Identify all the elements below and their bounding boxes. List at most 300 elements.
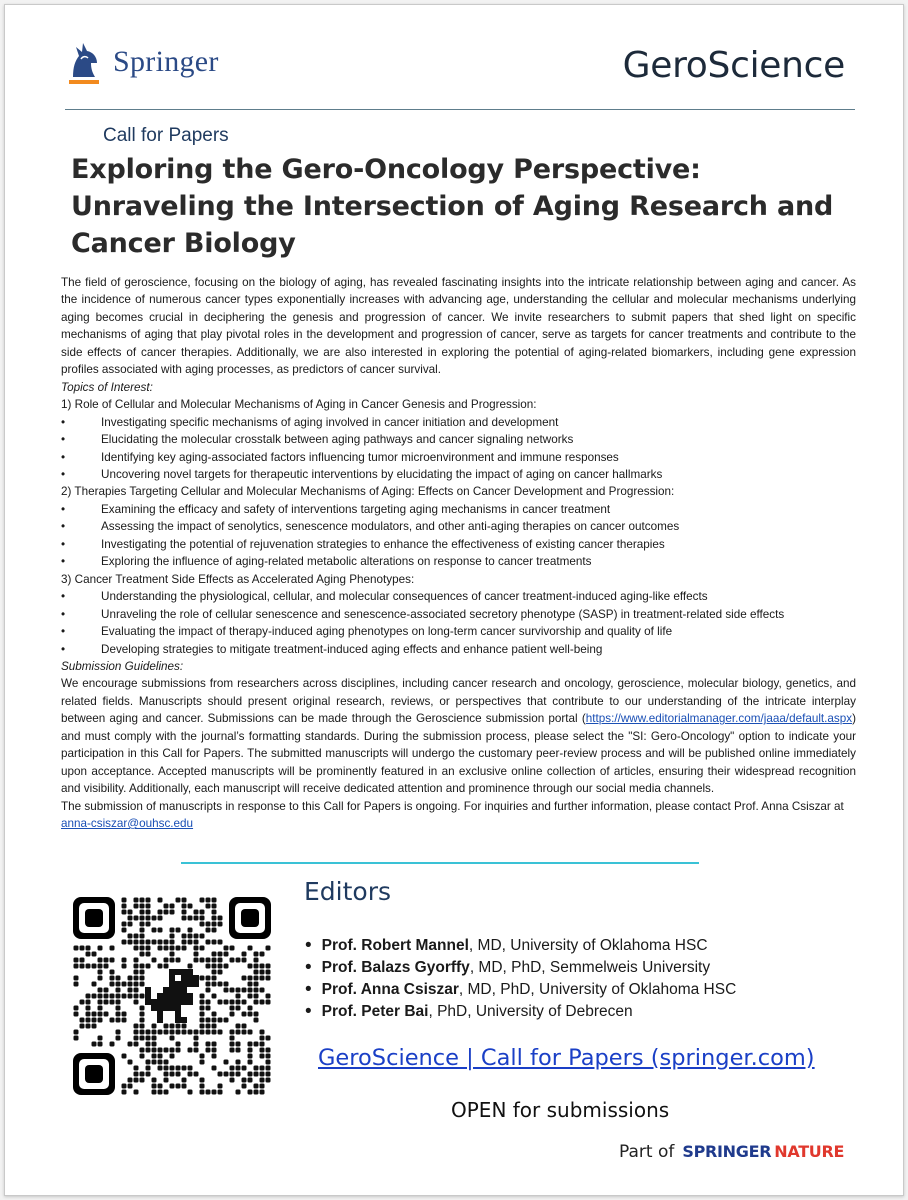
qr-module: [86, 946, 91, 951]
qr-module: [170, 1084, 175, 1089]
qr-module: [260, 1048, 265, 1053]
submission-text: We encourage submissions from researchers across disciplines, including cancer research and oncology, geroscience, molecular biology, genetics, and related fields. Manuscripts should present original research, reviews, or perspectives that contribute to our understanding of the intricate interplay between aging and cancer. Submissions can be made through the Geroscience submission portal (: [61, 677, 856, 726]
qr-module: [140, 946, 145, 951]
qr-module: [92, 982, 97, 987]
qr-module: [140, 1024, 145, 1029]
qr-module: [266, 946, 271, 951]
qr-module: [230, 1078, 235, 1083]
qr-module: [122, 1018, 127, 1023]
bullet-icon: •: [305, 1001, 312, 1022]
qr-module: [176, 1030, 181, 1035]
topic-heading: 3) Cancer Treatment Side Effects as Accelerated Aging Phenotypes:: [61, 572, 415, 586]
qr-module: [128, 1042, 133, 1047]
qr-module: [98, 1012, 103, 1017]
qr-module: [158, 1030, 163, 1035]
qr-module: [122, 904, 127, 909]
qr-module: [152, 1030, 157, 1035]
qr-module: [140, 1018, 145, 1023]
qr-module: [236, 1048, 241, 1053]
qr-module: [170, 940, 175, 945]
qr-module: [170, 1030, 175, 1035]
qr-module: [200, 898, 205, 903]
bullet-icon: •: [61, 555, 66, 569]
qr-module: [80, 1000, 85, 1005]
qr-module: [200, 1030, 205, 1035]
qr-module: [194, 952, 199, 957]
qr-dino-pixel: [169, 969, 175, 975]
qr-dino-pixel: [181, 993, 187, 999]
qr-dino-pixel: [169, 981, 175, 987]
qr-module: [170, 1072, 175, 1077]
qr-module: [158, 1066, 163, 1071]
qr-module: [140, 916, 145, 921]
body-content: [61, 274, 856, 833]
intro-paragraph: The field of geroscience, focusing on the biology of aging, has revealed fascinating insights into the intricate relationship between aging and cancer. As the incidence of numerous cancer types exponentially increases with advancing age, understanding the cellular and molecular mechanisms underlying aging becomes crucial in deciphering the genesis and progression of cancer. We invite researchers to submit papers that shed light on specific mechanisms of aging that play pivotal roles in the development and progression of cancer, serve as targets for cancer treatments and contribute to the side effects of cancer therapies. Additionally, we are also interested in exploring the potential of aging-related biomarkers, including gene expression profiles associated with aging processes, as predictors of cancer survival.: [61, 276, 856, 377]
qr-module: [260, 1072, 265, 1077]
qr-module: [206, 1042, 211, 1047]
qr-module: [128, 922, 133, 927]
qr-module: [134, 1036, 139, 1041]
call-for-papers-label: Call for Papers: [103, 125, 229, 146]
qr-module: [74, 958, 79, 963]
list-item-text: Exploring the influence of aging-related metabolic alterations on response to cancer treatments: [101, 555, 592, 569]
qr-module: [110, 976, 115, 981]
editors-heading: Editors: [304, 877, 392, 906]
qr-module: [200, 1078, 205, 1083]
qr-module: [248, 1030, 253, 1035]
qr-module: [200, 1060, 205, 1065]
qr-module: [134, 1042, 139, 1047]
list-item-text: Evaluating the impact of therapy-induced aging phenotypes on long-term cancer survivorship and quality of life: [101, 625, 673, 639]
qr-module: [200, 976, 205, 981]
qr-module: [248, 1060, 253, 1065]
qr-module: [110, 1018, 115, 1023]
qr-module: [212, 1054, 217, 1059]
qr-module: [242, 988, 247, 993]
qr-module: [188, 940, 193, 945]
qr-dino-pixel: [163, 999, 169, 1005]
qr-module: [212, 1024, 217, 1029]
qr-module: [182, 1030, 187, 1035]
qr-module: [86, 1018, 91, 1023]
qr-dino-pixel: [157, 999, 163, 1005]
qr-module: [92, 964, 97, 969]
open-status-text: OPEN for submissions: [451, 1098, 670, 1122]
qr-dino-pixel: [193, 975, 199, 981]
bullet-icon: •: [305, 957, 312, 978]
qr-module: [164, 904, 169, 909]
list-item: [61, 414, 856, 431]
qr-module: [248, 1048, 253, 1053]
qr-module: [164, 1078, 169, 1083]
qr-module: [140, 1072, 145, 1077]
qr-module: [182, 946, 187, 951]
qr-dino-pixel: [181, 981, 187, 987]
qr-module: [152, 1036, 157, 1041]
page-title: [71, 151, 871, 262]
qr-module: [200, 1084, 205, 1089]
qr-module: [74, 1006, 79, 1011]
qr-dino-pixel: [151, 1005, 157, 1011]
qr-module: [194, 946, 199, 951]
qr-module: [212, 904, 217, 909]
bullet-icon: •: [61, 502, 66, 516]
qr-module: [140, 904, 145, 909]
qr-module: [128, 934, 133, 939]
qr-dino-pixel: [175, 1011, 181, 1017]
qr-module: [200, 1006, 205, 1011]
qr-module: [122, 994, 127, 999]
qr-module: [254, 1012, 259, 1017]
qr-module: [248, 976, 253, 981]
qr-module: [200, 1024, 205, 1029]
qr-dino-pixel: [187, 981, 193, 987]
qr-module: [212, 1012, 217, 1017]
qr-module: [134, 916, 139, 921]
qr-dino-pixel: [169, 999, 175, 1005]
qr-module: [74, 976, 79, 981]
qr-module: [260, 1036, 265, 1041]
qr-module: [254, 1018, 259, 1023]
qr-module: [206, 1030, 211, 1035]
qr-module: [224, 988, 229, 993]
editor-affiliation: , MD, PhD, University of Oklahoma HSC: [458, 981, 737, 998]
qr-module: [224, 1018, 229, 1023]
qr-module: [140, 1078, 145, 1083]
qr-module: [134, 1030, 139, 1035]
qr-module: [134, 1024, 139, 1029]
qr-module: [230, 1066, 235, 1071]
title-line: Cancer Biology: [71, 228, 296, 259]
qr-module: [152, 1048, 157, 1053]
qr-module: [194, 940, 199, 945]
bullet-icon: •: [61, 625, 66, 639]
qr-module: [170, 1066, 175, 1071]
qr-dino-pixel: [181, 969, 187, 975]
qr-module: [200, 946, 205, 951]
list-item-text: Assessing the impact of senolytics, senescence modulators, and other anti-aging therapies on cancer outcomes: [101, 520, 680, 534]
qr-module: [206, 1018, 211, 1023]
qr-module: [200, 934, 205, 939]
qr-module: [242, 958, 247, 963]
springer-logo: [65, 39, 265, 87]
qr-module: [230, 1000, 235, 1005]
editor-item: [305, 979, 736, 1001]
qr-module: [104, 1012, 109, 1017]
qr-module: [158, 1060, 163, 1065]
qr-module: [86, 964, 91, 969]
qr-module: [170, 928, 175, 933]
qr-dino-pixel: [187, 993, 193, 999]
qr-module: [242, 1012, 247, 1017]
qr-module: [116, 1006, 121, 1011]
qr-module: [230, 946, 235, 951]
qr-module: [110, 994, 115, 999]
qr-module: [122, 964, 127, 969]
qr-module: [134, 994, 139, 999]
qr-module: [206, 928, 211, 933]
qr-module: [236, 1024, 241, 1029]
qr-dino-pixel: [175, 981, 181, 987]
qr-module: [116, 1018, 121, 1023]
qr-module: [128, 994, 133, 999]
qr-module: [242, 976, 247, 981]
qr-module: [218, 1000, 223, 1005]
qr-module: [98, 976, 103, 981]
editor-name: Prof. Anna Csiszar: [321, 981, 459, 998]
list-item: [61, 588, 856, 605]
editor-affiliation: , MD, PhD, Semmelweis University: [469, 959, 711, 976]
qr-module: [176, 1042, 181, 1047]
qr-dino-pixel: [169, 1005, 175, 1011]
qr-dino-pixel: [169, 987, 175, 993]
qr-dino-pixel: [181, 987, 187, 993]
qr-module: [200, 1018, 205, 1023]
qr-module: [266, 1036, 271, 1041]
qr-module: [140, 1030, 145, 1035]
topic-heading: 2) Therapies Targeting Cellular and Molecular Mechanisms of Aging: Effects on Cancer Development and Progression:: [61, 485, 675, 499]
qr-module: [212, 916, 217, 921]
qr-module: [74, 1012, 79, 1017]
qr-module: [92, 1018, 97, 1023]
qr-module: [266, 1060, 271, 1065]
qr-module: [230, 1006, 235, 1011]
qr-module: [98, 970, 103, 975]
qr-module: [158, 946, 163, 951]
qr-module: [212, 964, 217, 969]
qr-module: [206, 1006, 211, 1011]
qr-module: [260, 1042, 265, 1047]
qr-module: [212, 1030, 217, 1035]
qr-module: [134, 904, 139, 909]
qr-dino-pixel: [157, 1017, 163, 1023]
qr-module: [92, 1012, 97, 1017]
qr-module: [140, 1036, 145, 1041]
qr-module: [266, 1078, 271, 1083]
qr-module: [158, 1084, 163, 1089]
qr-module: [134, 976, 139, 981]
qr-module: [80, 1024, 85, 1029]
qr-module: [164, 910, 169, 915]
call-for-papers-link[interactable]: GeroScience | Call for Papers (springer.com): [318, 1045, 815, 1071]
qr-module: [218, 922, 223, 927]
qr-module: [122, 1012, 127, 1017]
qr-module: [230, 1048, 235, 1053]
qr-module: [212, 922, 217, 927]
qr-module: [200, 1054, 205, 1059]
qr-module: [254, 1084, 259, 1089]
contact-paragraph: [61, 798, 856, 833]
qr-module: [248, 994, 253, 999]
qr-module: [146, 1048, 151, 1053]
list-item: [61, 623, 856, 640]
submission-portal-link[interactable]: https://www.editorialmanager.com/jaaa/default.aspx: [585, 712, 853, 726]
qr-module: [80, 964, 85, 969]
qr-module: [98, 1000, 103, 1005]
qr-module: [218, 1072, 223, 1077]
qr-module: [230, 958, 235, 963]
qr-module: [260, 1084, 265, 1089]
qr-module: [194, 1072, 199, 1077]
qr-dino-pixel: [175, 993, 181, 999]
qr-module: [110, 1042, 115, 1047]
contact-text: The submission of manuscripts in response to this Call for Papers is ongoing. For inquiries and further information, please contact Prof. Anna Csiszar at: [61, 799, 844, 813]
qr-module: [266, 1000, 271, 1005]
bullet-icon: •: [61, 642, 66, 656]
qr-module: [140, 1054, 145, 1059]
qr-dino-pixel: [187, 999, 193, 1005]
qr-module: [182, 916, 187, 921]
editor-item: [305, 957, 736, 979]
qr-module: [152, 928, 157, 933]
qr-module: [212, 994, 217, 999]
qr-module: [146, 1072, 151, 1077]
qr-module: [134, 1072, 139, 1077]
qr-module: [74, 1036, 79, 1041]
qr-module: [74, 946, 79, 951]
qr-module: [140, 970, 145, 975]
qr-module: [266, 1072, 271, 1077]
contact-email-link[interactable]: anna-csiszar@ouhsc.edu: [61, 817, 194, 831]
qr-module: [236, 1060, 241, 1065]
qr-module: [158, 964, 163, 969]
qr-module: [170, 958, 175, 963]
qr-module: [140, 964, 145, 969]
list-item: [61, 641, 856, 658]
qr-module: [170, 910, 175, 915]
qr-module: [116, 976, 121, 981]
qr-module: [260, 1090, 265, 1095]
qr-module: [110, 1000, 115, 1005]
qr-module: [98, 1042, 103, 1047]
qr-module: [134, 1000, 139, 1005]
qr-module: [206, 976, 211, 981]
qr-module: [134, 898, 139, 903]
qr-module: [128, 916, 133, 921]
flyer-page: [4, 4, 904, 1196]
qr-module: [164, 958, 169, 963]
part-of-label: Part of: [619, 1142, 675, 1162]
header-divider: [65, 109, 855, 110]
qr-module: [212, 958, 217, 963]
list-item: [61, 536, 856, 553]
qr-module: [116, 994, 121, 999]
qr-module: [152, 916, 157, 921]
editor-affiliation: , PhD, University of Debrecen: [428, 1003, 633, 1020]
bullet-icon: •: [61, 520, 66, 534]
bullet-icon: •: [61, 467, 66, 481]
qr-module: [164, 1048, 169, 1053]
qr-module: [242, 1084, 247, 1089]
qr-module: [98, 946, 103, 951]
qr-module: [170, 1048, 175, 1053]
qr-module: [212, 1048, 217, 1053]
qr-module: [218, 916, 223, 921]
list-item-text: Investigating the potential of rejuvenation strategies to enhance the effectiveness of existing cancer therapies: [101, 537, 665, 551]
qr-module: [80, 958, 85, 963]
qr-module: [92, 1042, 97, 1047]
qr-module: [92, 952, 97, 957]
qr-module: [176, 958, 181, 963]
qr-module: [236, 1066, 241, 1071]
qr-module: [116, 1012, 121, 1017]
qr-dino-pixel: [175, 1005, 181, 1011]
qr-module: [164, 1066, 169, 1071]
bullet-icon: •: [61, 590, 66, 604]
qr-module: [236, 1030, 241, 1035]
qr-module: [146, 910, 151, 915]
qr-module: [200, 1090, 205, 1095]
qr-module: [146, 922, 151, 927]
qr-module: [266, 976, 271, 981]
qr-dino-pixel: [157, 1011, 163, 1017]
qr-dino-pixel: [163, 993, 169, 999]
qr-code[interactable]: [71, 893, 273, 1099]
list-item-text: Investigating specific mechanisms of aging involved in cancer initiation and development: [101, 415, 559, 429]
qr-module: [206, 982, 211, 987]
qr-dino-pixel: [157, 1005, 163, 1011]
qr-module: [248, 1006, 253, 1011]
qr-module: [200, 1012, 205, 1017]
qr-module: [140, 1006, 145, 1011]
qr-module: [206, 958, 211, 963]
qr-module: [230, 1036, 235, 1041]
qr-module: [140, 898, 145, 903]
qr-module: [152, 1078, 157, 1083]
qr-module: [158, 898, 163, 903]
qr-module: [140, 994, 145, 999]
qr-module: [236, 1042, 241, 1047]
qr-module: [158, 916, 163, 921]
qr-dino-pixel: [175, 999, 181, 1005]
qr-module: [140, 922, 145, 927]
qr-module: [230, 988, 235, 993]
qr-module: [128, 940, 133, 945]
qr-module: [182, 1078, 187, 1083]
qr-module: [116, 1000, 121, 1005]
qr-module: [212, 1042, 217, 1047]
qr-module: [182, 1024, 187, 1029]
qr-module: [128, 1078, 133, 1083]
qr-module: [248, 964, 253, 969]
editor-name: Prof. Balazs Gyorffy: [321, 959, 470, 976]
qr-module: [116, 1030, 121, 1035]
qr-module: [164, 940, 169, 945]
qr-dino-pixel: [169, 975, 175, 981]
qr-module: [260, 1066, 265, 1071]
list-item: [61, 449, 856, 466]
qr-module: [98, 964, 103, 969]
qr-module: [224, 946, 229, 951]
qr-module: [80, 1018, 85, 1023]
qr-module: [134, 1078, 139, 1083]
qr-module: [242, 1078, 247, 1083]
qr-module: [242, 1030, 247, 1035]
qr-module: [152, 1084, 157, 1089]
qr-module: [122, 1054, 127, 1059]
qr-module: [194, 1036, 199, 1041]
qr-module: [266, 964, 271, 969]
list-item: [61, 553, 856, 570]
qr-module: [146, 940, 151, 945]
qr-module: [254, 958, 259, 963]
qr-module: [188, 1048, 193, 1053]
qr-module: [176, 1048, 181, 1053]
qr-module: [134, 946, 139, 951]
qr-module: [134, 982, 139, 987]
qr-module: [74, 982, 79, 987]
qr-module: [188, 904, 193, 909]
